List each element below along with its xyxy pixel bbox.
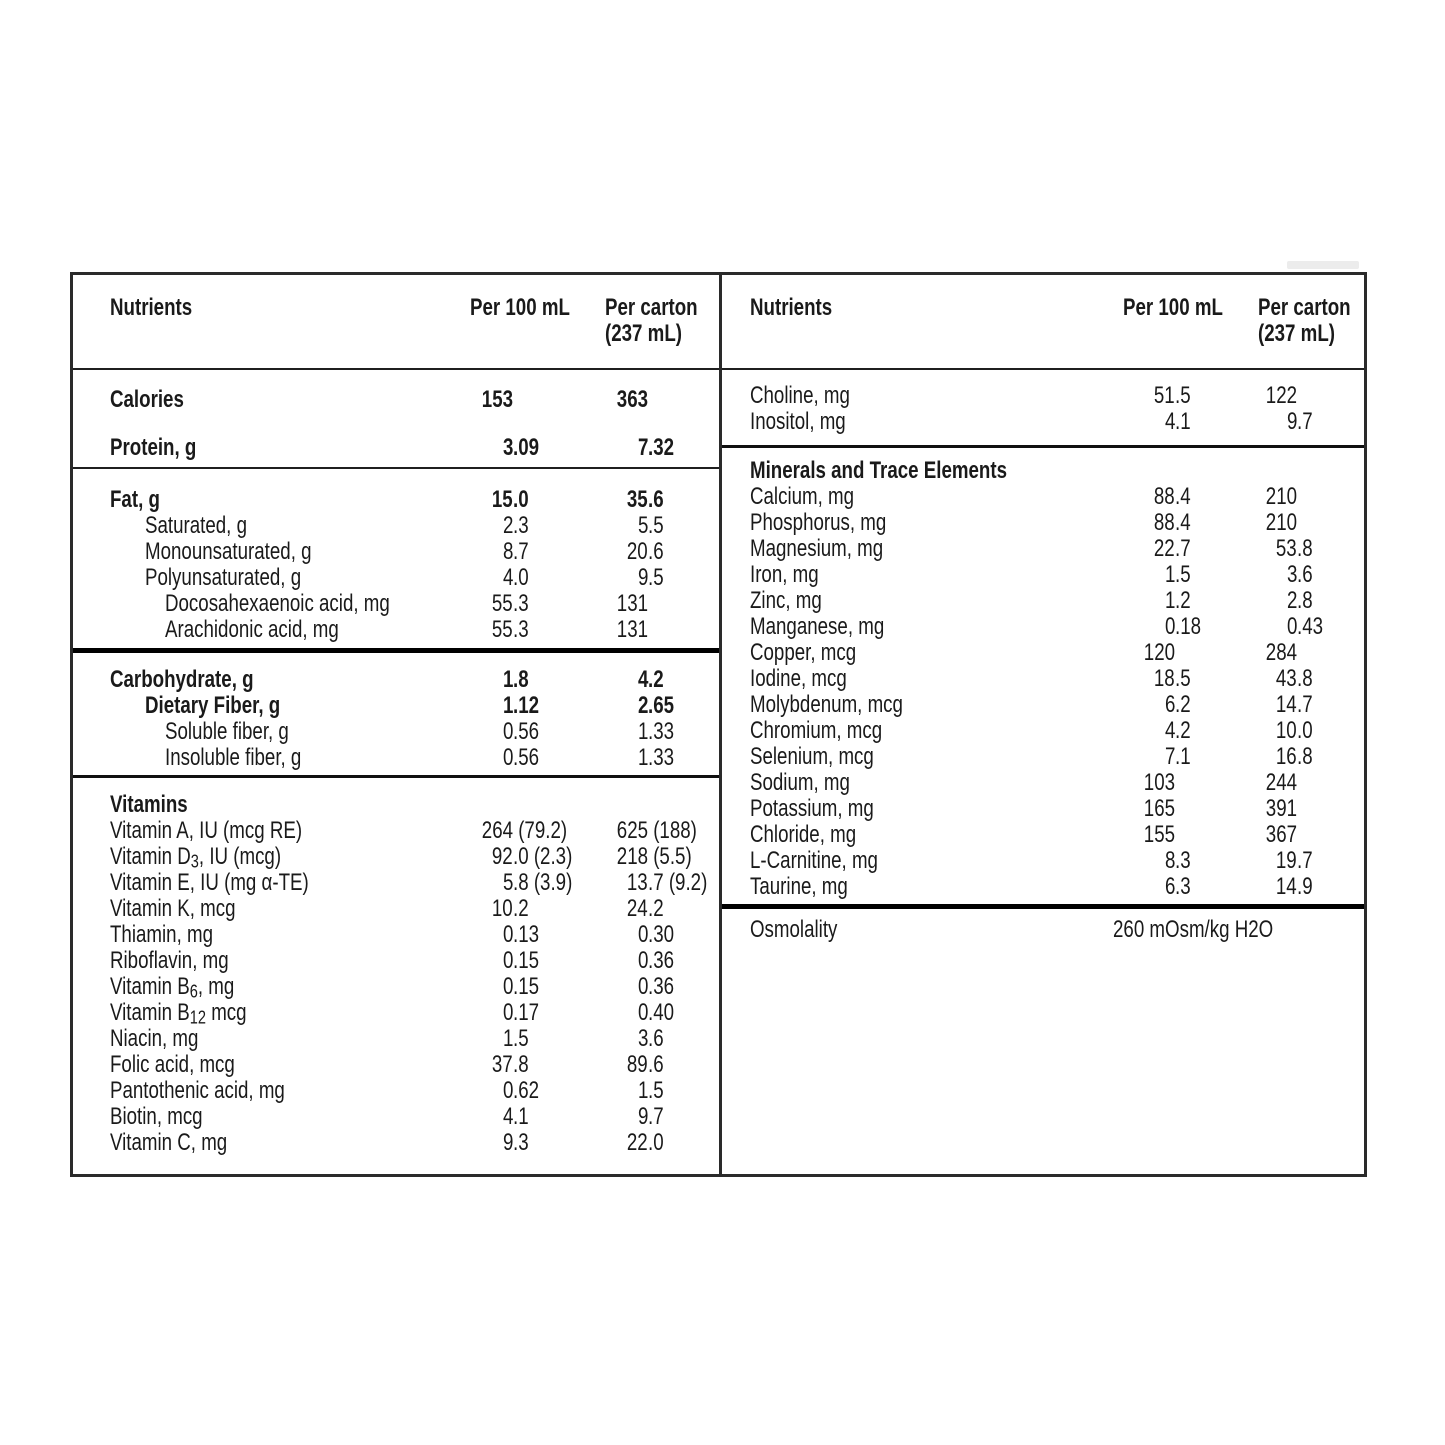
per-100ml-value-int: 4 (1164, 717, 1175, 744)
per-carton-value-int: 218 (616, 843, 648, 870)
per-100ml-value-int: 165 (1143, 795, 1175, 822)
per-carton-value-frac (648, 387, 719, 413)
nutrient-label: Manganese, mg (750, 613, 885, 640)
per-100ml-value-frac (513, 792, 585, 818)
per-100ml-value-int: 4 (502, 564, 513, 591)
nutrient-label: Osmolality (750, 916, 838, 943)
per-carton-value-frac: .6 (648, 1025, 664, 1052)
table-row (73, 870, 719, 896)
table-row (722, 536, 1364, 562)
nutrient-label: Vitamin A, IU (mcg RE) (110, 817, 303, 844)
nutrient-label: Vitamin K, mcg (110, 895, 236, 922)
table-row (73, 792, 719, 818)
nutrient-label: Saturated, g (145, 512, 247, 539)
table-row (722, 796, 1364, 822)
per-100ml-value-int: 0 (502, 718, 513, 745)
per-carton-value-frac: .8 (1297, 587, 1313, 614)
nutrient-label: Polyunsaturated, g (145, 564, 302, 591)
per-carton-value-int: 14 (1276, 873, 1297, 900)
nutrient-label: Vitamin E, IU (mg α-TE) (110, 869, 309, 896)
table-row (73, 539, 719, 565)
per-carton-value-int: 1 (637, 744, 648, 771)
per-100ml-value-frac: .7 (513, 538, 529, 565)
column-header-per-100ml: Per 100 mL (1123, 294, 1223, 321)
table-row (73, 617, 719, 643)
table-row (73, 844, 719, 870)
per-carton-value-frac (648, 617, 719, 643)
table-row (73, 745, 719, 771)
per-carton-value-int: 3 (637, 1025, 648, 1052)
nutrient-label: Niacin, mg (110, 1025, 199, 1052)
per-carton-value-frac: .9 (1297, 873, 1313, 900)
per-carton-value-int: 131 (616, 590, 648, 617)
per-carton-value-frac: .2 (648, 666, 664, 693)
per-100ml-value-frac: .2 (1175, 691, 1191, 718)
table-row (73, 1052, 719, 1078)
per-carton-value-int: 625 (616, 817, 648, 844)
column-header-nutrients: Nutrients (110, 294, 193, 321)
per-carton-value-frac: .0 (1297, 717, 1313, 744)
per-carton-value-frac: .6 (648, 486, 664, 513)
per-100ml-value-int: 0 (502, 744, 513, 771)
per-carton-value-frac: .36 (648, 973, 675, 1000)
per-carton-value-int: 43 (1276, 665, 1297, 692)
per-100ml-value-int (441, 792, 513, 818)
per-100ml-value-int: 55 (492, 616, 513, 643)
per-100ml-value-frac: .5 (513, 1025, 529, 1052)
nutrient-label: Phosphorus, mg (750, 509, 887, 536)
per-100ml-value-int: 4 (1164, 408, 1175, 435)
per-carton-value-int: 210 (1265, 509, 1297, 536)
per-100ml-value-int: 1 (1164, 587, 1175, 614)
per-carton-value-frac: .0 (648, 1129, 664, 1156)
per-carton-value-frac (1297, 822, 1364, 848)
table-row (73, 591, 719, 617)
per-carton-value-frac: .8 (1297, 535, 1313, 562)
per-100ml-value-frac (513, 387, 585, 413)
per-100ml-value-int: 88 (1154, 509, 1175, 536)
table-row (73, 693, 719, 719)
nutrient-label: Arachidonic acid, mg (165, 616, 339, 643)
per-100ml-value-frac: .4 (1175, 483, 1191, 510)
table-row (722, 692, 1364, 718)
per-100ml-value-frac: .1 (1175, 743, 1191, 770)
per-100ml-value-int: 155 (1143, 821, 1175, 848)
nutrient-label: Vitamin $D_3$, IU (mcg) (110, 843, 282, 872)
table-row (73, 719, 719, 745)
per-carton-value-frac (1297, 640, 1364, 666)
per-carton-value-int: 5 (637, 512, 648, 539)
nutrient-label: Chromium, mcg (750, 717, 883, 744)
per-100ml-value-frac: .0 (513, 564, 529, 591)
per-carton-value-frac (1297, 383, 1364, 409)
nutrient-label: Pantothenic acid, mg (110, 1077, 285, 1104)
per-100ml-value-int: 1 (502, 666, 513, 693)
per-100ml-value-int: 103 (1143, 769, 1175, 796)
table-row (722, 458, 1364, 484)
nutrient-label: Potassium, mg (750, 795, 874, 822)
per-carton-value-int: 24 (627, 895, 648, 922)
table-row (722, 562, 1364, 588)
per-100ml-value-int: 1 (502, 1025, 513, 1052)
per-carton-value-frac: .7 (1297, 691, 1313, 718)
per-100ml-value-int: 0 (502, 921, 513, 948)
table-row (722, 510, 1364, 536)
per-carton-value-frac: .36 (648, 947, 675, 974)
per-100ml-value-frac: .09 (513, 434, 540, 461)
per-carton-value-int: 363 (616, 386, 648, 413)
per-100ml-value-int: 8 (502, 538, 513, 565)
per-100ml-value-int: 37 (492, 1051, 513, 1078)
per-100ml-value-frac: .8 (513, 1051, 529, 1078)
per-carton-value-int: 16 (1276, 743, 1297, 770)
per-carton-value-int: 89 (627, 1051, 648, 1078)
table-row (722, 640, 1364, 666)
per-100ml-value-int: 7 (1164, 743, 1175, 770)
per-carton-value-frac: .33 (648, 744, 675, 771)
per-carton-value-int: 0 (637, 999, 648, 1026)
nutrient-label: Copper, mcg (750, 639, 857, 666)
per-carton-value-int: 1 (637, 718, 648, 745)
per-100ml-value-frac: .8 (3.9) (513, 869, 573, 896)
per-100ml-value-frac: .3 (513, 616, 529, 643)
per-carton-value-int: 2 (637, 692, 648, 719)
per-carton-value-frac: .6 (1297, 561, 1313, 588)
per-carton-value-int: 284 (1265, 639, 1297, 666)
nutrient-label: Calcium, mg (750, 483, 855, 510)
per-100ml-value-frac: .3 (513, 1129, 529, 1156)
per-carton-value-frac: .43 (1297, 613, 1324, 640)
per-100ml-value-frac: .0 (2.3) (513, 843, 573, 870)
per-100ml-value-int: 22 (1154, 535, 1175, 562)
per-100ml-value-int: 10 (492, 895, 513, 922)
per-100ml-value-frac: (79.2) (513, 817, 568, 844)
nutrient-label: Iodine, mcg (750, 665, 847, 692)
section-choline-inositol (722, 368, 1364, 445)
nutrient-label: Selenium, mcg (750, 743, 874, 770)
column-header-nutrients: Nutrients (750, 294, 833, 321)
per-100ml-value-int: 2 (502, 512, 513, 539)
nutrient-label: Carbohydrate, g (110, 666, 254, 693)
per-carton-value-frac: .8 (1297, 665, 1313, 692)
per-carton-value-int: 3 (1286, 561, 1297, 588)
table-row (722, 484, 1364, 510)
per-100ml-value-int: 8 (1164, 847, 1175, 874)
per-100ml-value-frac: .18 (1175, 613, 1202, 640)
per-carton-value-frac: .7 (648, 1103, 664, 1130)
per-100ml-value-int: 0 (502, 947, 513, 974)
per-carton-value-frac: .7 (1297, 847, 1313, 874)
nutrient-label: Vitamin C, mg (110, 1129, 228, 1156)
column-header-per-100ml: Per 100 mL (470, 294, 570, 321)
per-carton-value-frac (1297, 484, 1364, 510)
per-carton-value-int: 7 (637, 434, 648, 461)
nutrient-label: Sodium, mg (750, 769, 850, 796)
per-carton-value-int: 0 (1286, 613, 1297, 640)
per-100ml-value-frac: .8 (513, 666, 529, 693)
per-100ml-value-frac: .17 (513, 999, 540, 1026)
per-carton-value-int: 20 (627, 538, 648, 565)
nutrient-label: Vitamin $B_{12}$ mcg (110, 999, 247, 1028)
per-carton-value-frac (1297, 458, 1364, 484)
per-carton-value-frac: .40 (648, 999, 675, 1026)
nutrient-label: Vitamin $B_6$, mg (110, 973, 235, 1002)
per-carton-value-int: 13 (627, 869, 648, 896)
table-row (722, 770, 1364, 796)
table-row (73, 1130, 719, 1156)
per-100ml-value-int: 18 (1154, 665, 1175, 692)
per-100ml-value-frac: .56 (513, 718, 540, 745)
table-row (73, 974, 719, 1000)
per-100ml-value-int: 3 (502, 434, 513, 461)
column-header-per-carton: Per carton (237 mL) (605, 294, 698, 347)
per-100ml-value-frac: .4 (1175, 509, 1191, 536)
table-row (73, 565, 719, 591)
per-100ml-value-frac (1175, 458, 1240, 484)
per-100ml-value-frac: .15 (513, 947, 540, 974)
section-osmolality (722, 904, 1364, 1174)
per-carton-value-frac (1297, 796, 1364, 822)
table-row (722, 917, 1364, 943)
per-100ml-value-int: 1 (502, 692, 513, 719)
table-row (722, 822, 1364, 848)
per-100ml-value-int: 0 (1164, 613, 1175, 640)
per-100ml-value-frac: .7 (1175, 535, 1191, 562)
per-100ml-value-int: 92 (492, 843, 513, 870)
per-100ml-value-int: 0 (502, 1077, 513, 1104)
per-carton-value-int (1240, 458, 1297, 484)
per-100ml-value-frac: .2 (1175, 587, 1191, 614)
per-100ml-value-frac: .5 (1175, 382, 1191, 409)
per-100ml-value-frac: .5 (1175, 561, 1191, 588)
per-carton-value-frac: .7 (1297, 408, 1313, 435)
per-carton-value-frac: .5 (648, 512, 664, 539)
per-100ml-value-frac: .3 (1175, 873, 1191, 900)
nutrition-table-left (70, 272, 722, 1177)
nutrient-label: Docosahexaenoic acid, mg (165, 590, 390, 617)
per-100ml-value-int: 120 (1143, 639, 1175, 666)
per-carton-value-int: 244 (1265, 769, 1297, 796)
per-100ml-value-frac: .3 (513, 590, 529, 617)
per-carton-value-int: 210 (1265, 483, 1297, 510)
per-100ml-value-frac (1175, 640, 1240, 666)
table-row (73, 922, 719, 948)
per-100ml-value-frac: .2 (513, 895, 529, 922)
table-row (73, 948, 719, 974)
per-carton-value-int: 9 (637, 564, 648, 591)
per-carton-value-int: 4 (637, 666, 648, 693)
per-carton-value-frac: .6 (648, 538, 664, 565)
per-100ml-value-frac: .0 (513, 486, 529, 513)
per-carton-value-frac: .5 (648, 564, 664, 591)
per-100ml-value-int: 1 (1164, 561, 1175, 588)
section-calories-protein (73, 368, 719, 467)
per-100ml-value-int: 264 (481, 817, 513, 844)
per-100ml-value-int: 55 (492, 590, 513, 617)
per-carton-value-int: 2 (1286, 587, 1297, 614)
nutrient-label: Monounsaturated, g (145, 538, 312, 565)
per-100ml-value-int: 51 (1154, 382, 1175, 409)
table-row (73, 487, 719, 513)
table-row (73, 667, 719, 693)
osmolality-value: 260 mOsm/kg H2O (1113, 916, 1274, 943)
nutrient-label: Choline, mg (750, 382, 850, 409)
nutrient-label: Riboflavin, mg (110, 947, 229, 974)
per-carton-value-frac: .65 (648, 692, 675, 719)
per-carton-value-frac (648, 591, 719, 617)
per-100ml-value-frac (1175, 770, 1240, 796)
nutrient-label: Thiamin, mg (110, 921, 213, 948)
per-100ml-value-int: 0 (502, 973, 513, 1000)
per-100ml-value-int: 153 (481, 386, 513, 413)
table-row (722, 409, 1364, 435)
nutrient-label: Magnesium, mg (750, 535, 884, 562)
nutrient-label: Vitamins (110, 791, 188, 818)
table-row (73, 1026, 719, 1052)
section-carbohydrate (73, 648, 719, 775)
per-carton-value-frac: .33 (648, 718, 675, 745)
table-row (722, 848, 1364, 874)
section-vitamins (73, 775, 719, 1174)
per-carton-value-int: 10 (1276, 717, 1297, 744)
per-carton-value-int: 9 (637, 1103, 648, 1130)
per-carton-value-int: 367 (1265, 821, 1297, 848)
per-100ml-value-frac: .5 (1175, 665, 1191, 692)
table-row (722, 614, 1364, 640)
table-row (73, 896, 719, 922)
per-carton-value-frac (648, 792, 719, 818)
per-100ml-value-int: 88 (1154, 483, 1175, 510)
nutrient-label: Calories (110, 386, 184, 413)
table-row (722, 874, 1364, 900)
per-carton-value-int: 22 (627, 1129, 648, 1156)
table-row (73, 1078, 719, 1104)
table-row (73, 1000, 719, 1026)
nutrition-table-right (722, 272, 1367, 1177)
per-carton-value-int: 122 (1265, 382, 1297, 409)
nutrient-label: Inositol, mg (750, 408, 846, 435)
per-carton-value-int: 1 (637, 1077, 648, 1104)
column-header-row (73, 275, 719, 368)
per-carton-value-int: 131 (616, 616, 648, 643)
per-100ml-value-frac (1175, 796, 1240, 822)
nutrient-label: Iron, mg (750, 561, 819, 588)
table-row (73, 1104, 719, 1130)
per-carton-value-frac: .2 (648, 895, 664, 922)
per-carton-value-frac: .32 (648, 434, 675, 461)
table-row (73, 387, 719, 413)
per-100ml-value-frac: .3 (1175, 847, 1191, 874)
nutrient-label: Molybdenum, mcg (750, 691, 903, 718)
per-100ml-value-int (1105, 458, 1175, 484)
per-100ml-value-frac: .2 (1175, 717, 1191, 744)
per-100ml-value-int: 4 (502, 1103, 513, 1130)
per-carton-value-frac: (188) (648, 817, 697, 844)
table-row (722, 666, 1364, 692)
per-100ml-value-int: 0 (502, 999, 513, 1026)
per-100ml-value-int: 6 (1164, 691, 1175, 718)
nutrient-label: Taurine, mg (750, 873, 848, 900)
nutrient-label: Minerals and Trace Elements (750, 457, 1007, 484)
per-carton-value-frac (1297, 770, 1364, 796)
per-carton-value-int: 35 (627, 486, 648, 513)
per-carton-value-frac: .6 (648, 1051, 664, 1078)
per-100ml-value-frac: .13 (513, 921, 540, 948)
nutrient-label: Insoluble fiber, g (165, 744, 302, 771)
per-carton-value-frac: .8 (1297, 743, 1313, 770)
per-carton-value-int: 0 (637, 973, 648, 1000)
per-carton-value-int (585, 792, 648, 818)
per-100ml-value-frac: .1 (513, 1103, 529, 1130)
per-100ml-value-int: 15 (492, 486, 513, 513)
column-header-row (722, 275, 1364, 368)
table-row (722, 383, 1364, 409)
nutrient-label: Zinc, mg (750, 587, 822, 614)
section-fat (73, 467, 719, 648)
table-row (73, 435, 719, 461)
nutrient-label: Fat, g (110, 486, 160, 513)
per-100ml-value-frac: .12 (513, 692, 540, 719)
per-carton-value-frac (1297, 510, 1364, 536)
per-carton-value-int: 14 (1276, 691, 1297, 718)
per-100ml-value-frac: .62 (513, 1077, 540, 1104)
per-carton-value-frac: (5.5) (648, 843, 692, 870)
section-minerals (722, 445, 1364, 904)
table-row (722, 744, 1364, 770)
per-carton-value-int: 19 (1276, 847, 1297, 874)
table-row (722, 718, 1364, 744)
nutrient-label: Soluble fiber, g (165, 718, 289, 745)
per-100ml-value-frac: .3 (513, 512, 529, 539)
per-carton-value-int: 391 (1265, 795, 1297, 822)
table-row (73, 818, 719, 844)
per-carton-value-frac: .30 (648, 921, 675, 948)
table-row (722, 588, 1364, 614)
per-100ml-value-int: 5 (502, 869, 513, 896)
per-carton-value-int: 0 (637, 947, 648, 974)
nutrient-label: L-Carnitine, mg (750, 847, 878, 874)
table-row (73, 513, 719, 539)
per-100ml-value-int: 9 (502, 1129, 513, 1156)
nutrient-label: Chloride, mg (750, 821, 857, 848)
nutrient-label: Dietary Fiber, g (145, 692, 281, 719)
per-carton-value-int: 53 (1276, 535, 1297, 562)
scan-artifact (1287, 261, 1359, 269)
per-carton-value-frac: .5 (648, 1077, 664, 1104)
per-100ml-value-int: 6 (1164, 873, 1175, 900)
per-100ml-value-frac: .56 (513, 744, 540, 771)
column-header-per-carton: Per carton (237 mL) (1258, 294, 1351, 347)
nutrient-label: Protein, g (110, 434, 197, 461)
per-100ml-value-frac: .1 (1175, 408, 1191, 435)
per-100ml-value-frac: .15 (513, 973, 540, 1000)
per-carton-value-frac: .7 (9.2) (648, 869, 708, 896)
nutrient-label: Folic acid, mcg (110, 1051, 235, 1078)
per-100ml-value-frac (1175, 822, 1240, 848)
per-carton-value-int: 0 (637, 921, 648, 948)
nutrient-label: Biotin, mcg (110, 1103, 203, 1130)
per-carton-value-int: 9 (1286, 408, 1297, 435)
